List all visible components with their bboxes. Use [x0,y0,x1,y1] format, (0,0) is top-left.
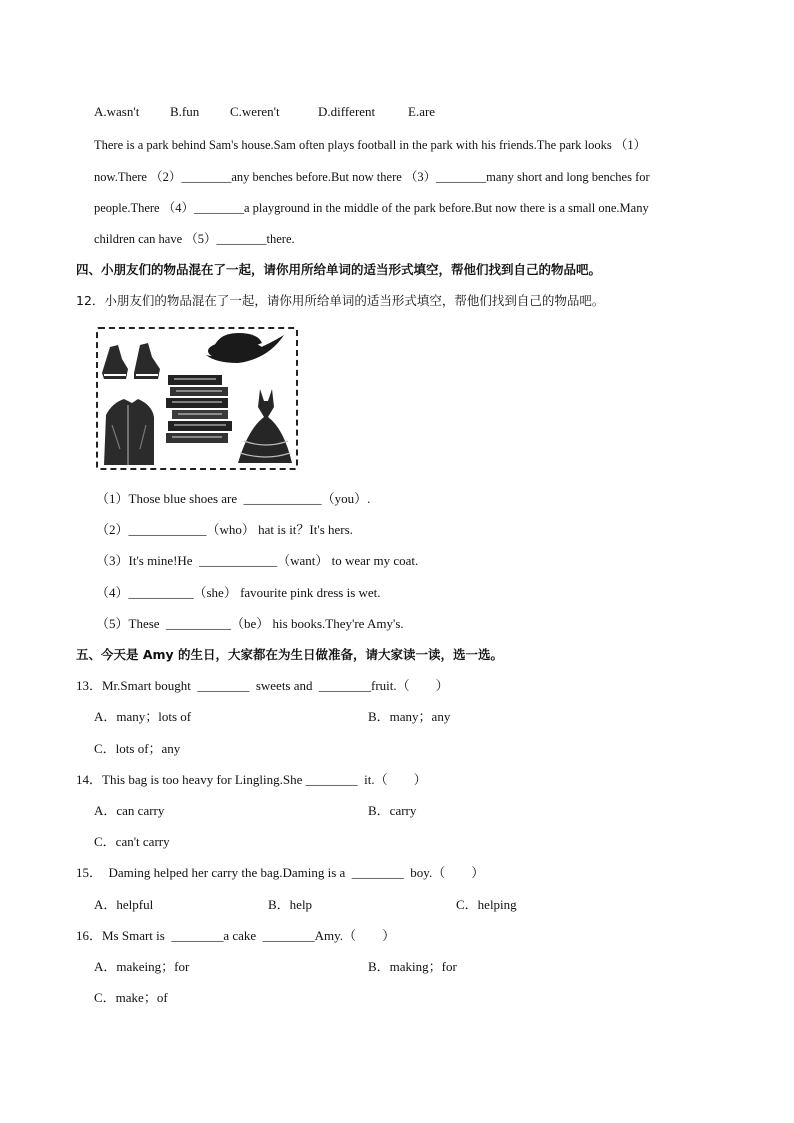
s4-item-3: （3）It's mine!He ____________（want） to wear my coat. [96,553,419,568]
items-picture [96,327,298,470]
q13-option-c: C．lots of；any [94,741,181,756]
coat-icon [104,399,154,465]
dress-icon [238,389,292,463]
word-bank-b: B.fun [170,104,200,119]
word-bank-d: D.different [318,104,376,119]
hat-icon [206,333,284,363]
question-14: 14．This bag is too heavy for Lingling.She ________ it.（ ） [76,772,427,787]
s4-item-5: （5）These __________（be） his books.They're Amy's. [96,616,404,631]
q16-option-a: A．makeing；for [94,959,190,974]
word-bank-a: A.wasn't [94,104,140,119]
question-15: 15． Daming helped her carry the bag.Daming is a ________ boy.（ ） [76,865,485,880]
q16-option-c: C．make；of [94,990,168,1005]
passage-line-2: now.There （2）________any benches before.But now there （3）________many short and long benches for [94,170,650,184]
q14-option-a: A．can carry [94,803,165,818]
q15-option-c: C．helping [456,897,517,912]
question-16: 16．Ms Smart is ________a cake ________Amy.（ ） [76,928,396,943]
q15-option-a: A．helpful [94,897,154,912]
q16-option-b: B．making；for [368,959,457,974]
s4-item-2: （2）____________（who） hat is it？It's hers. [96,522,353,537]
section-5-heading: 五、今天是 Amy 的生日，大家都在为生日做准备，请大家读一读，选一选。 [76,647,504,662]
passage-line-1: There is a park behind Sam's house.Sam often plays football in the park with his friends.The park looks （1） [94,138,647,152]
shoes-icon [102,343,160,379]
q14-option-c: C．can't carry [94,834,170,849]
q15-option-b: B．help [268,897,313,912]
q13-option-a: A．many；lots of [94,709,192,724]
section-4-heading: 四、小朋友们的物品混在了一起，请你用所给单词的适当形式填空，帮他们找到自己的物品吧。 [76,262,602,277]
q14-option-b: B．carry [368,803,417,818]
s4-item-4: （4）__________（she） favourite pink dress is wet. [96,585,381,600]
passage-line-4: children can have （5）________there. [94,232,295,246]
q13-option-b: B．many；any [368,709,451,724]
word-bank-c: C.weren't [230,104,280,119]
passage-line-3: people.There （4）________a playground in the middle of the park before.But now there is a small one.Many [94,201,649,215]
word-bank-e: E.are [408,104,436,119]
books-icon [166,375,232,443]
s4-item-1: （1）Those blue shoes are ____________（you）. [96,491,371,506]
question-13: 13．Mr.Smart bought ________ sweets and ________fruit.（ ） [76,678,449,693]
question-12: 12．小朋友们的物品混在了一起，请你用所给单词的适当形式填空，帮他们找到自己的物品吧。 [76,293,605,308]
items-illustration [98,329,296,468]
